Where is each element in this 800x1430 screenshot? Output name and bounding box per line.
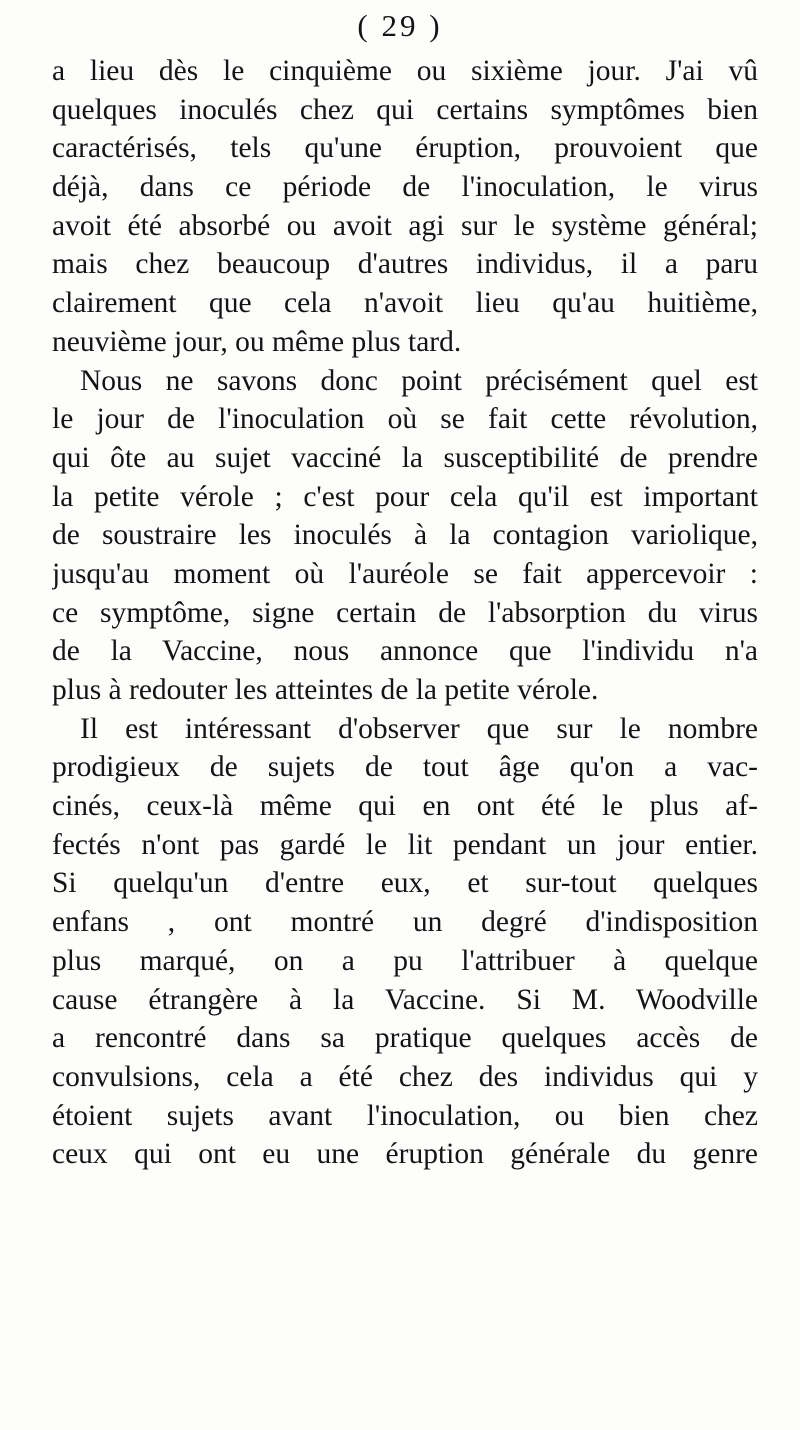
page-number: ( 29 ) [357, 8, 443, 43]
text-line: quelques inoculés chez qui certains symptômes bien [52, 93, 758, 126]
text-line: étoient sujets avant l'inoculation, ou bien chez [52, 1099, 758, 1132]
text-line: prodigieux de sujets de tout âge qu'on a vac- [52, 751, 758, 784]
text-line: a lieu dès le cinquième ou sixième jour. J'ai vû [52, 55, 758, 87]
text-line: avoit été absorbé ou avoit agi sur le système général; [52, 209, 758, 242]
text-line: plus à redouter les atteintes de la petite vérole. [52, 674, 599, 706]
text-line: cinés, ceux-là même qui en ont été le plus af- [52, 790, 758, 823]
text-line: convulsions, cela a été chez des individus qui y [52, 1060, 758, 1093]
text-line: clairement que cela n'avoit lieu qu'au huitième, [52, 287, 758, 320]
text-line: de la Vaccine, nous annonce que l'individu n'a [52, 635, 758, 668]
text-line: ceux qui ont eu une éruption générale du genre [52, 1138, 758, 1171]
text-line: Si quelqu'un d'entre eux, et sur-tout quelques [52, 867, 758, 900]
body-text [52, 52, 758, 1174]
text-line: enfans , ont montré un degré d'indisposition [52, 906, 758, 939]
text-line: neuvième jour, ou même plus tard. [52, 325, 462, 358]
text-line: fectés n'ont pas gardé le lit pendant un jour entier. [52, 828, 758, 861]
text-line: ce symptôme, signe certain de l'absorption du virus [52, 596, 758, 629]
text-line: Il est intéressant d'observer que sur le nombre [80, 712, 758, 745]
text-line: mais chez beaucoup d'autres individus, il a paru [52, 248, 758, 281]
text-line: caractérisés, tels qu'une éruption, prouvoient que [52, 132, 758, 165]
text-line: plus marqué, on a pu l'attribuer à quelque [52, 944, 758, 977]
text-line: le jour de l'inoculation où se fait cette révolution, [52, 403, 758, 436]
text-line: qui ôte au sujet vacciné la susceptibilité de prendre [52, 441, 758, 474]
text-line: cause étrangère à la Vaccine. Si M. Woodville [52, 983, 758, 1016]
text-line: Nous ne savons donc point précisément quel est [80, 364, 758, 397]
text-line: la petite vérole ; c'est pour cela qu'il est important [52, 480, 758, 513]
text-line: a rencontré dans sa pratique quelques accès de [52, 1022, 758, 1055]
text-line: déjà, dans ce période de l'inoculation, le virus [52, 171, 758, 204]
text-line: de soustraire les inoculés à la contagion variolique, [52, 519, 758, 552]
text-line: jusqu'au moment où l'auréole se fait appercevoir : [52, 557, 758, 590]
